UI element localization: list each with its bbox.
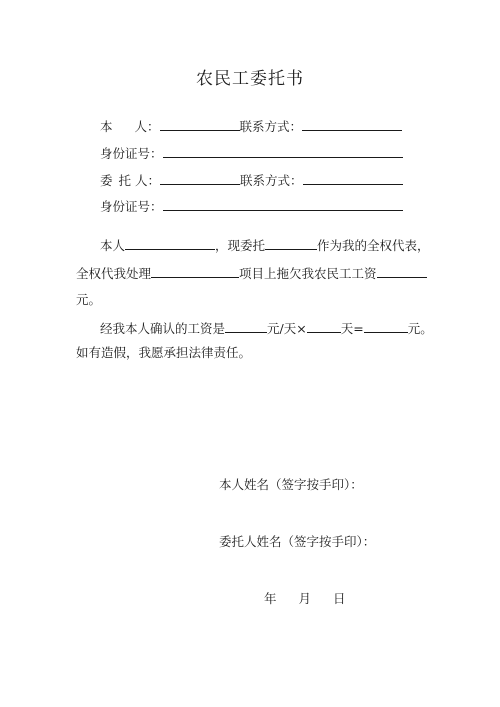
wage-text-per-day: 元/天× [267, 321, 307, 336]
agent-contact-blank[interactable] [303, 172, 403, 185]
body-principal-name-blank[interactable] [125, 237, 215, 250]
wage-days-blank[interactable] [307, 320, 341, 333]
agent-contact-label: 联系方式： [240, 173, 303, 188]
body-text-entrust: ，现委托 [215, 238, 266, 253]
agent-id-label: 身份证号： [100, 199, 163, 214]
wage-line [100, 320, 433, 337]
agent-label-char3: 人： [135, 173, 161, 188]
body-text-project-wages: 项目上拖欠我农民工工资 [239, 266, 377, 281]
body-line-3 [76, 292, 101, 308]
wage-total-blank[interactable] [364, 320, 408, 333]
principal-contact-blank[interactable] [302, 118, 402, 131]
body-text-principal: 本人 [100, 238, 126, 253]
date-day-label: 日 [333, 591, 346, 606]
agent-label-char2: 托 [118, 173, 132, 188]
agent-signature-label: 委托人姓名（签字按手印）： [219, 534, 376, 549]
body-line-2 [76, 265, 427, 282]
wage-text-days-equals: 天= [340, 321, 364, 336]
body-text-yuan: 元。 [76, 292, 102, 307]
principal-id-label: 身份证号： [100, 146, 163, 161]
date-line [264, 591, 346, 607]
agent-label-char1: 委 [100, 173, 113, 188]
date-month-label: 月 [298, 591, 312, 606]
principal-id-blank[interactable] [163, 145, 403, 158]
agent-name-blank[interactable] [160, 172, 240, 185]
body-line-1 [100, 237, 430, 254]
wage-text-confirm: 经我本人确认的工资是 [100, 321, 226, 336]
body-amount-blank[interactable] [377, 265, 427, 278]
principal-label-char1: 本 [100, 119, 113, 134]
principal-contact-label: 联系方式： [239, 119, 303, 134]
principal-name-blank[interactable] [160, 118, 240, 131]
date-year-label: 年 [264, 591, 277, 606]
liability-text: 如有造假，我愿承担法律责任。 [76, 345, 252, 360]
body-text-representative: 作为我的全权代表， [317, 238, 430, 253]
principal-signature-label: 本人姓名（签字按手印）： [219, 477, 363, 492]
principal-label-char2: 人： [134, 119, 160, 134]
agent-id-blank[interactable] [163, 198, 403, 211]
principal-id-row [100, 145, 403, 162]
agent-row [100, 172, 403, 189]
agent-id-row [100, 198, 403, 215]
wage-text-yuan: 元。 [407, 321, 433, 336]
body-text-handle: 全权代我处理 [76, 266, 152, 281]
principal-row [100, 118, 402, 135]
liability-line [76, 345, 251, 361]
body-agent-name-blank[interactable] [265, 237, 317, 250]
document-title: 农民工委托书 [196, 69, 304, 89]
body-project-blank[interactable] [151, 265, 239, 278]
wage-daily-rate-blank[interactable] [225, 320, 267, 333]
